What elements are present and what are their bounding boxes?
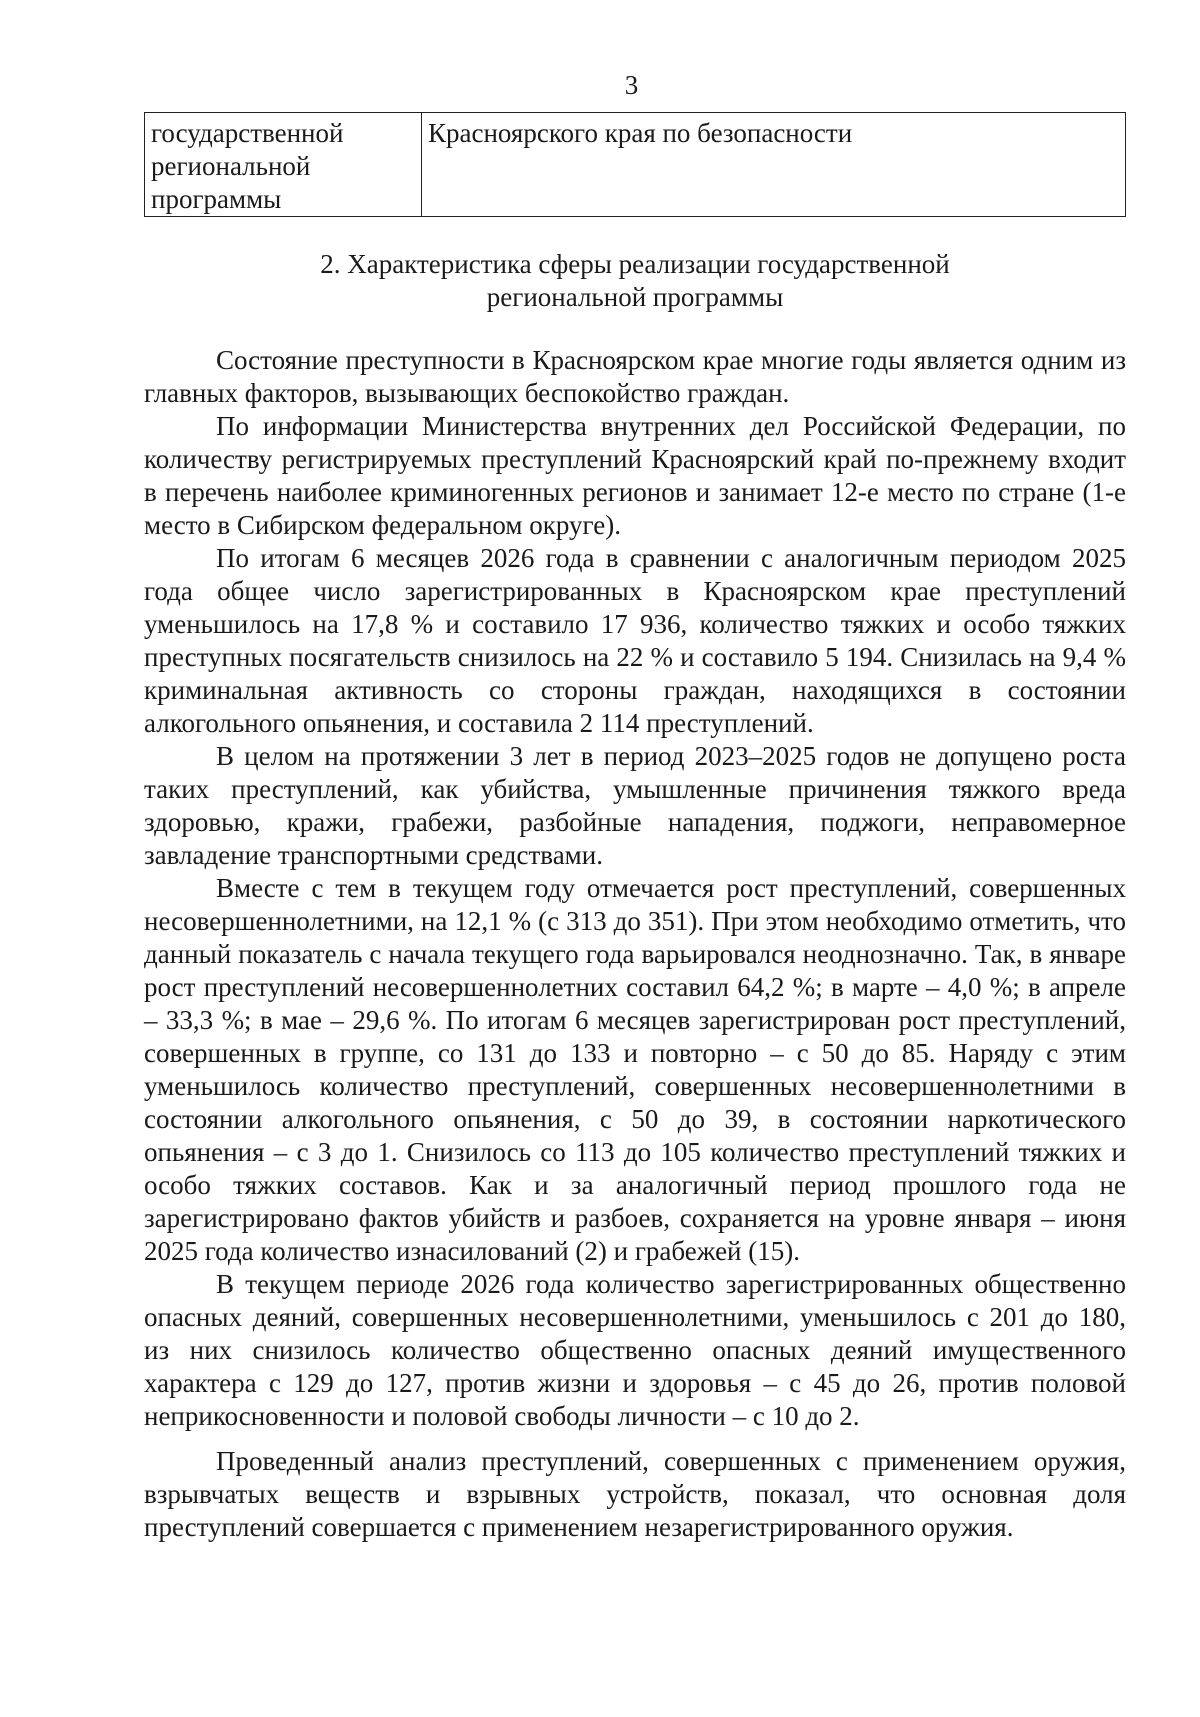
- header-cell-line: государственной: [151, 118, 344, 148]
- paragraph: Проведенный анализ преступлений, совершенных с применением оружия, взрывчатых веществ и взрывных устройств, показал, что основная доля преступлений совершается с применением незарегистрированного оружия.: [144, 1446, 1126, 1542]
- header-table-right-cell: [422, 113, 1126, 217]
- paragraph: В текущем периоде 2026 года количество зарегистрированных общественно опасных деяний, совершенных несовершеннолетними, уменьшилось с 201 до 180, из них снизилось количество общественно опасных деяний имущественного характера с 129 до 127, против жизни и здоровья – с 45 до 26, против половой неприкосновенности и половой свободы личности – с 10 до 2.: [144, 1269, 1126, 1431]
- page-number: 3: [624, 70, 639, 100]
- paragraph: В целом на протяжении 3 лет в период 2023–2025 годов не допущено роста таких преступлений, как убийства, умышленные причинения тяжкого вреда здоровью, кражи, грабежи, разбойные нападения, поджоги, неправомерное завладение транспортными средствами.: [144, 741, 1126, 870]
- header-table-left-cell: [145, 113, 422, 217]
- header-cell-line: программы: [151, 184, 282, 214]
- header-cell-line: Красноярского края по безопасности: [428, 118, 853, 148]
- section-heading: [144, 248, 1126, 314]
- paragraph: По итогам 6 месяцев 2026 года в сравнении с аналогичным периодом 2025 года общее число зарегистрированных в Красноярском крае преступлений уменьшилось на 17,8 % и составило 17 936, количество тяжких и особо тяжких преступных посягательств снизилось на 22 % и составило 5 194. Снизилась на 9,4 % криминальная активность со стороны граждан, находящихся в состоянии алкогольного опьянения, и составила 2 114 преступлений.: [144, 543, 1126, 738]
- section-heading-line: 2. Характеристика сферы реализации государственной: [320, 249, 950, 279]
- document-body: [144, 344, 1126, 1544]
- section-heading-line: региональной программы: [486, 282, 784, 312]
- header-cell-line: региональной: [151, 151, 311, 181]
- header-table: [144, 112, 1126, 217]
- paragraph: По информации Министерства внутренних дел Российской Федерации, по количеству регистрируемых преступлений Красноярский край по-прежнему входит в перечень наиболее криминогенных регионов и занимает 12-е место по стране (1-е место в Сибирском федеральном округе).: [144, 411, 1126, 540]
- paragraph: Состояние преступности в Красноярском крае многие годы является одним из главных факторов, вызывающих беспокойство граждан.: [144, 345, 1126, 408]
- header-table-row: [145, 113, 1126, 217]
- paragraph: Вместе с тем в текущем году отмечается рост преступлений, совершенных несовершеннолетними, на 12,1 % (с 313 до 351). При этом необходимо отметить, что данный показатель с начала текущего года варьировался неоднозначно. Так, в январе рост преступлений несовершеннолетних составил 64,2 %; в марте – 4,0 %; в апреле – 33,3 %; в мае – 29,6 %. По итогам 6 месяцев зарегистрирован рост преступлений, совершенных в группе, со 131 до 133 и повторно – с 50 до 85. Наряду с этим уменьшилось количество преступлений, совершенных несовершеннолетними в состоянии алкогольного опьянения, с 50 до 39, в состоянии наркотического опьянения – с 3 до 1. Снизилось со 113 до 105 количество преступлений тяжких и особо тяжких составов. Как и за аналогичный период прошлого года не зарегистрировано фактов убийств и разбоев, сохраняется на уровне января – июня 2025 года количество изнасилований (2) и грабежей (15).: [144, 873, 1126, 1266]
